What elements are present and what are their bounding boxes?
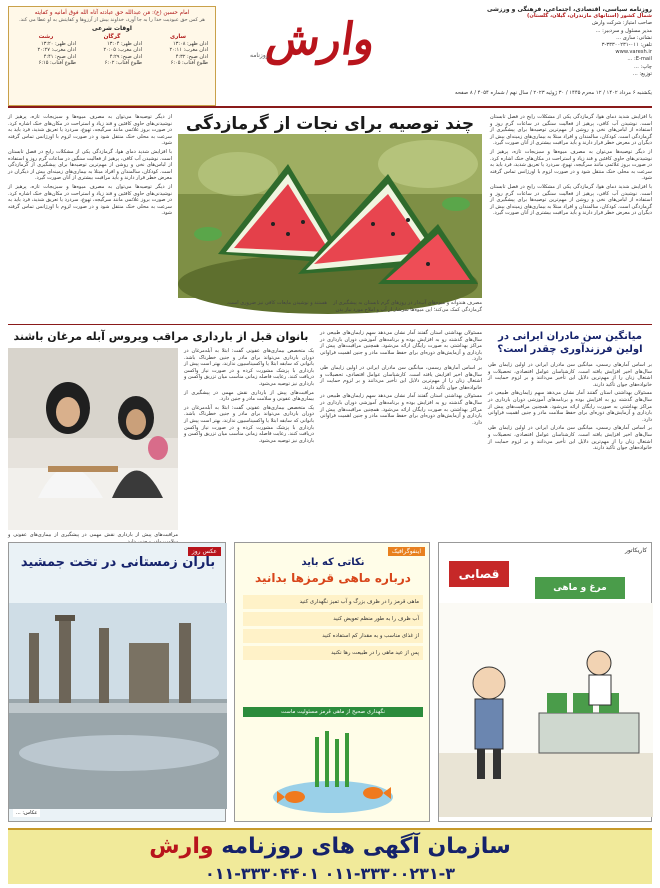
article-paragraph: مسئولان بهداشتی استان گفتند آمار نشان می‌دهد سهم زایمان‌های طبیعی در سال‌های گذشته رو به افزایش بوده و برنامه‌های آموزشی دوران بارداری در مراکز بهداشتی به صورت رایگان ارائه می‌شود. همچنین مراقبت‌های پیش از بارداری و آزمایش‌های دوره‌ای برای حفظ سلامت مادر و جنین اهمیت فراوانی دارد. bbox=[320, 330, 482, 363]
newspaper-logo bbox=[246, 8, 396, 88]
article-paragraph: از دیگر توصیه‌ها می‌توان به مصرف میوه‌ها و سبزیجات تازه، پرهیز از نوشیدنی‌های حاوی کافئین و قند زیاد و استراحت در مکان‌های خنک اشاره کرد. در صورت بروز علائمی مانند سرگیجه، تهوع، سردرد یا تعریق شدید، فرد باید به سرعت به محلی خنک منتقل شود و در صورت لزوم با اورژانس تماس گرفته شود. bbox=[8, 183, 172, 217]
watermelon-photo bbox=[178, 134, 482, 298]
ad-banner-title bbox=[8, 834, 652, 859]
article-paragraph: از دیگر توصیه‌ها می‌توان به مصرف میوه‌ها و سبزیجات تازه، پرهیز از نوشیدنی‌های حاوی کافئین و قند زیاد و استراحت در مکان‌های خنک اشاره کرد. در صورت بروز علائمی مانند سرگیجه، تهوع، سردرد یا تعریق شدید، فرد باید به سرعت به محلی خنک منتقل شود و در صورت لزوم با اورژانس تماس گرفته شود. bbox=[8, 114, 172, 147]
infographic-point: ماهی قرمز را در ظرف بزرگ و آب تمیز نگهداری کنید bbox=[243, 595, 423, 609]
article-paragraph: با افزایش شدید دمای هوا، گرمازدگی یکی از مشکلات رایج در فصل تابستان است. نوشیدن آب کافی، پرهیز از فعالیت سنگین در ساعات گرم روز و استفاده از لباس‌های نخی و روشن از مهم‌ترین توصیه‌ها برای پیشگیری از گرمازدگی است. کودکان، سالمندان و افراد مبتلا به بیماری‌های زمینه‌ای بیش از دیگران در معرض خطر قرار دارند و باید مراقبت بیشتری از آنان صورت گیرد. bbox=[8, 148, 172, 182]
issue-line: یکشنبه ۶ مرداد ۱۴۰۲ / ۱۲ محرم ۱۴۴۵ / ۳۰ ژوئیه ۲۰۲۳ / سال نهم / شماره ۴۰۵۴ / ۸ صفحه bbox=[455, 90, 652, 96]
goldfish-infographic bbox=[234, 542, 430, 822]
article-paragraph: بر اساس آمارهای رسمی، میانگین سن مادران ایرانی در اولین زایمان طی سال‌های اخیر افزایش یافته است. کارشناسان عوامل اقتصادی، تحصیلات و اشتغال زنان را از مهم‌ترین دلایل این تأخیر می‌دانند و بر لزوم حمایت از خانواده‌های جوان تأکید دارند. bbox=[320, 364, 482, 391]
photo-tag: عکس روز bbox=[188, 547, 221, 556]
article-paragraph: با افزایش شدید دمای هوا، گرمازدگی یکی از مشکلات رایج در فصل تابستان است. نوشیدن آب کافی، پرهیز از فعالیت سنگین در ساعات گرم روز و استفاده از لباس‌های نخی و روشن از مهم‌ترین توصیه‌ها برای پیشگیری از گرمازدگی است. کودکان، سالمندان و افراد مبتلا به بیماری‌های زمینه‌ای بیش از دیگران در معرض خطر قرار دارند و باید مراقبت بیشتری از آنان صورت گیرد. bbox=[490, 183, 652, 217]
section-divider bbox=[8, 324, 652, 325]
info-line: توزیع: ... bbox=[632, 70, 652, 77]
mother-age-headline: میانگین سن مادران ایرانی در اولین فرزندآوری چقدر است؟ bbox=[497, 331, 643, 355]
infographic-footer: نگهداری صحیح از ماهی قرمز مسئولیت ماست bbox=[243, 707, 423, 717]
nurse-photo bbox=[8, 348, 178, 530]
mother-age-text bbox=[488, 362, 652, 532]
prayer-line: طلوع آفتاب: ۶:۰۲ bbox=[104, 60, 142, 67]
article-paragraph: مسئولان بهداشتی استان گفتند آمار نشان می‌دهد سهم زایمان‌های طبیعی در سال‌های گذشته رو به افزایش بوده و برنامه‌های آموزشی دوران بارداری در مراکز بهداشتی به صورت رایگان ارائه می‌شود. همچنین مراقبت‌های پیش از بارداری و آزمایش‌های دوره‌ای برای حفظ سلامت مادر و جنین اهمیت فراوانی دارد. bbox=[320, 393, 482, 426]
advertising-banner bbox=[8, 828, 652, 884]
prayer-city-col bbox=[148, 34, 208, 67]
infographic-point: آب ظرف را به طور منظم تعویض کنید bbox=[243, 612, 423, 626]
shop-sign: مرغ و ماهی bbox=[535, 577, 625, 599]
info-line: نشانی: ساری ... bbox=[616, 34, 652, 41]
prayer-line: اذان مغرب: ۲۰:۲۷ bbox=[37, 47, 76, 54]
nurse-caption bbox=[8, 532, 178, 538]
infographic-points bbox=[243, 595, 423, 663]
masthead bbox=[8, 6, 652, 108]
article-column-right bbox=[490, 114, 652, 320]
caricature-illustration bbox=[439, 603, 653, 817]
ad-title-main: سازمان آگهی های روزنامه bbox=[221, 834, 511, 859]
prayer-title: اوقات شرعی bbox=[92, 25, 132, 32]
prayer-city-col bbox=[16, 34, 76, 67]
prayer-line: اذان مغرب: ۲۰:۱۱ bbox=[169, 47, 208, 54]
city-name: ساری bbox=[170, 34, 186, 40]
caricature bbox=[438, 542, 652, 822]
photo-credit: عکاس: ... bbox=[13, 809, 40, 817]
caption-text: مراقبت‌های پیش از بارداری نقش مهمی در پیشگیری از بیماری‌های عفونی و bbox=[8, 532, 178, 538]
prayer-line: اذان ظهر: ۱۳:۲۰ bbox=[40, 40, 76, 47]
article-paragraph: مسئولان بهداشتی استان گفتند آمار نشان می‌دهد سهم زایمان‌های طبیعی در سال‌های گذشته رو به افزایش بوده و برنامه‌های آموزشی دوران بارداری در مراکز بهداشتی به صورت رایگان ارائه می‌شود. همچنین مراقبت‌های پیش از بارداری و آزمایش‌های دوره‌ای برای حفظ سلامت مادر و جنین اهمیت فراوانی دارد. bbox=[488, 390, 652, 423]
goldfish-icon bbox=[255, 727, 411, 817]
persepolis-illustration bbox=[9, 603, 227, 809]
info-line: www.varesh.ir bbox=[615, 49, 652, 56]
prayer-times-box bbox=[8, 6, 216, 106]
infographic-title-2: درباره ماهی قرمزها بدانید bbox=[255, 571, 411, 585]
prayer-grid bbox=[9, 32, 215, 69]
article-paragraph: بر اساس آمارهای رسمی، میانگین سن مادران ایرانی در اولین زایمان طی سال‌های اخیر افزایش یافته است. کارشناسان عوامل اقتصادی، تحصیلات و اشتغال زنان را از مهم‌ترین دلایل این تأخیر می‌دانند و بر لزوم حمایت از خانواده‌های جوان تأکید دارند. bbox=[488, 425, 652, 452]
prayer-city-col bbox=[82, 34, 142, 67]
city-name: گرگان bbox=[103, 34, 121, 40]
health-stats-text bbox=[320, 330, 482, 532]
photo-of-day bbox=[8, 542, 226, 822]
prayer-line: اذان صبح: ۴:۴۱ bbox=[43, 53, 76, 60]
info-line: چاپ: ... bbox=[633, 63, 652, 70]
ad-phone-numbers: ۰۱۱-۳۳۳۰۰۲۳۱-۳ ۰۱۱-۳۳۳۰۴۴۰۱ bbox=[204, 864, 456, 883]
watermelon-illustration bbox=[178, 134, 482, 298]
prayer-line: طلوع آفتاب: ۶:۰۵ bbox=[170, 60, 208, 67]
chickenpox-text bbox=[184, 348, 314, 536]
article-paragraph: یک متخصص بیماری‌های عفونی گفت: ابتلا به آبله‌مرغان در دوران بارداری می‌تواند برای مادر و جنین خطرناک باشد. بانوانی که سابقه ابتلا یا واکسیناسیون ندارند، بهتر است پیش از بارداری با پزشک مشورت کرده و در صورت نیاز واکسن دریافت کنند. رعایت فاصله زمانی مناسب میان تزریق واکسن و بارداری نیز توصیه می‌شود. bbox=[184, 404, 314, 444]
article-paragraph: یک متخصص بیماری‌های عفونی گفت: ابتلا به آبله‌مرغان در دوران بارداری می‌تواند برای مادر و جنین خطرناک باشد. بانوانی که سابقه ابتلا یا واکسیناسیون ندارند، بهتر است پیش از بارداری با پزشک مشورت کرده و در صورت نیاز واکسن دریافت کنند. رعایت فاصله زمانی مناسب میان تزریق واکسن و بارداری نیز توصیه می‌شود. bbox=[184, 348, 314, 387]
infographic-title-1: نکاتی که باید bbox=[301, 557, 365, 568]
city-name: رشت bbox=[38, 34, 54, 40]
infographic-tag: اینفوگرافیک bbox=[388, 547, 425, 556]
info-line: E-mail: ... bbox=[627, 56, 652, 63]
photo-title: باران زمستانی در تخت جمشید bbox=[20, 555, 216, 570]
infographic-point: از غذای مناسب و به مقدار کم استفاده کنید bbox=[243, 629, 423, 643]
butcher-sign: قصابی bbox=[449, 561, 509, 587]
prayer-line: اذان ظهر: ۱۳:۰۴ bbox=[106, 40, 142, 47]
logo-sub: روزنامه bbox=[250, 52, 269, 59]
info-line: تلفن: ۰۱۱-۳۳۳۰۰۲۳۱-۳ bbox=[601, 42, 652, 49]
caricature-tag: کاریکاتور bbox=[624, 547, 647, 554]
prayer-line: طلوع آفتاب: ۶:۱۵ bbox=[38, 60, 76, 67]
nurse-illustration bbox=[8, 348, 178, 530]
article-paragraph: از دیگر توصیه‌ها می‌توان به مصرف میوه‌ها و سبزیجات تازه، پرهیز از نوشیدنی‌های حاوی کافئین و قند زیاد و استراحت در مکان‌های خنک اشاره کرد. در صورت بروز علائمی مانند سرگیجه، تهوع، سردرد یا تعریق شدید، فرد باید به سرعت به محلی خنک منتقل شود و در صورت لزوم با اورژانس تماس گرفته شود. bbox=[490, 148, 652, 182]
article-paragraph: با افزایش شدید دمای هوا، گرمازدگی یکی از مشکلات رایج در فصل تابستان است. نوشیدن آب کافی، پرهیز از فعالیت سنگین در ساعات گرم روز و استفاده از لباس‌های نخی و روشن از مهم‌ترین توصیه‌ها برای پیشگیری از گرمازدگی است. کودکان، سالمندان و افراد مبتلا به بیماری‌های زمینه‌ای بیش از دیگران در معرض خطر قرار دارند و باید مراقبت بیشتری از آنان صورت گیرد. bbox=[490, 114, 652, 147]
hadith-quote: امام حسین (ع): مَن عبدالله حق عبادته آتاه الله فوق أمانیه و کفایته bbox=[34, 10, 190, 16]
article-column-left bbox=[8, 114, 172, 320]
prayer-line: اذان مغرب: ۲۰:۰۵ bbox=[103, 47, 142, 54]
chickenpox-headline: بانوان قبل از بارداری مراقب ویروس آبله مرغان باشند bbox=[13, 330, 309, 343]
info-line: صاحب امتیاز: شرکت وارش bbox=[592, 20, 652, 27]
logo-text: وارش bbox=[263, 14, 379, 65]
infographic-point: پس از عید ماهی را در طبیعت رها نکنید bbox=[243, 646, 423, 660]
hadith-translation: هر کس حق عبودیت خدا را به جا آورد، خداوند بیش از آرزوها و کفایتش به او عطا می کند. bbox=[19, 17, 205, 23]
tagline: روزنامه سیاسی، اقتصادی، اجتماعی، فرهنگی و ورزشی bbox=[486, 6, 652, 13]
prayer-line: اذان ظهر: ۱۳:۰۸ bbox=[172, 40, 208, 47]
prayer-line: اذان صبح: ۴:۲۹ bbox=[109, 53, 142, 60]
ad-title-accent: وارش bbox=[149, 834, 214, 859]
tagline-sub: شمال کشور (استانهای مازندران، گیلان، گلستان) bbox=[527, 13, 652, 20]
main-photo-caption: مصرف هندوانه و میوه‌های آب‌دار در روزهای گرم تابستان به پیشگیری از گرمازدگی کمک می‌کند؛ این میوه‌ها سرشار از آب و املاح مورد نیاز بدن هستند و نوشیدن مایعات کافی نیز ضروری است. bbox=[226, 300, 482, 313]
article-paragraph: بر اساس آمارهای رسمی، میانگین سن مادران ایرانی در اولین زایمان طی سال‌های اخیر افزایش یافته است. کارشناسان عوامل اقتصادی، تحصیلات و اشتغال زنان را از مهم‌ترین دلایل این تأخیر می‌دانند و بر لزوم حمایت از خانواده‌های جوان تأکید دارند. bbox=[488, 362, 652, 388]
ads-band bbox=[8, 542, 652, 822]
prayer-line: اذان صبح: ۴:۳۲ bbox=[175, 53, 208, 60]
main-headline: چند توصیه برای نجات از گرمازدگی bbox=[185, 114, 475, 134]
info-line: مدیر مسئول و سردبیر: ... bbox=[595, 27, 652, 34]
article-paragraph: مراقبت‌های پیش از بارداری نقش مهمی در پیشگیری از بیماری‌های عفونی و سلامت مادر و جنین دارد. bbox=[184, 389, 314, 403]
